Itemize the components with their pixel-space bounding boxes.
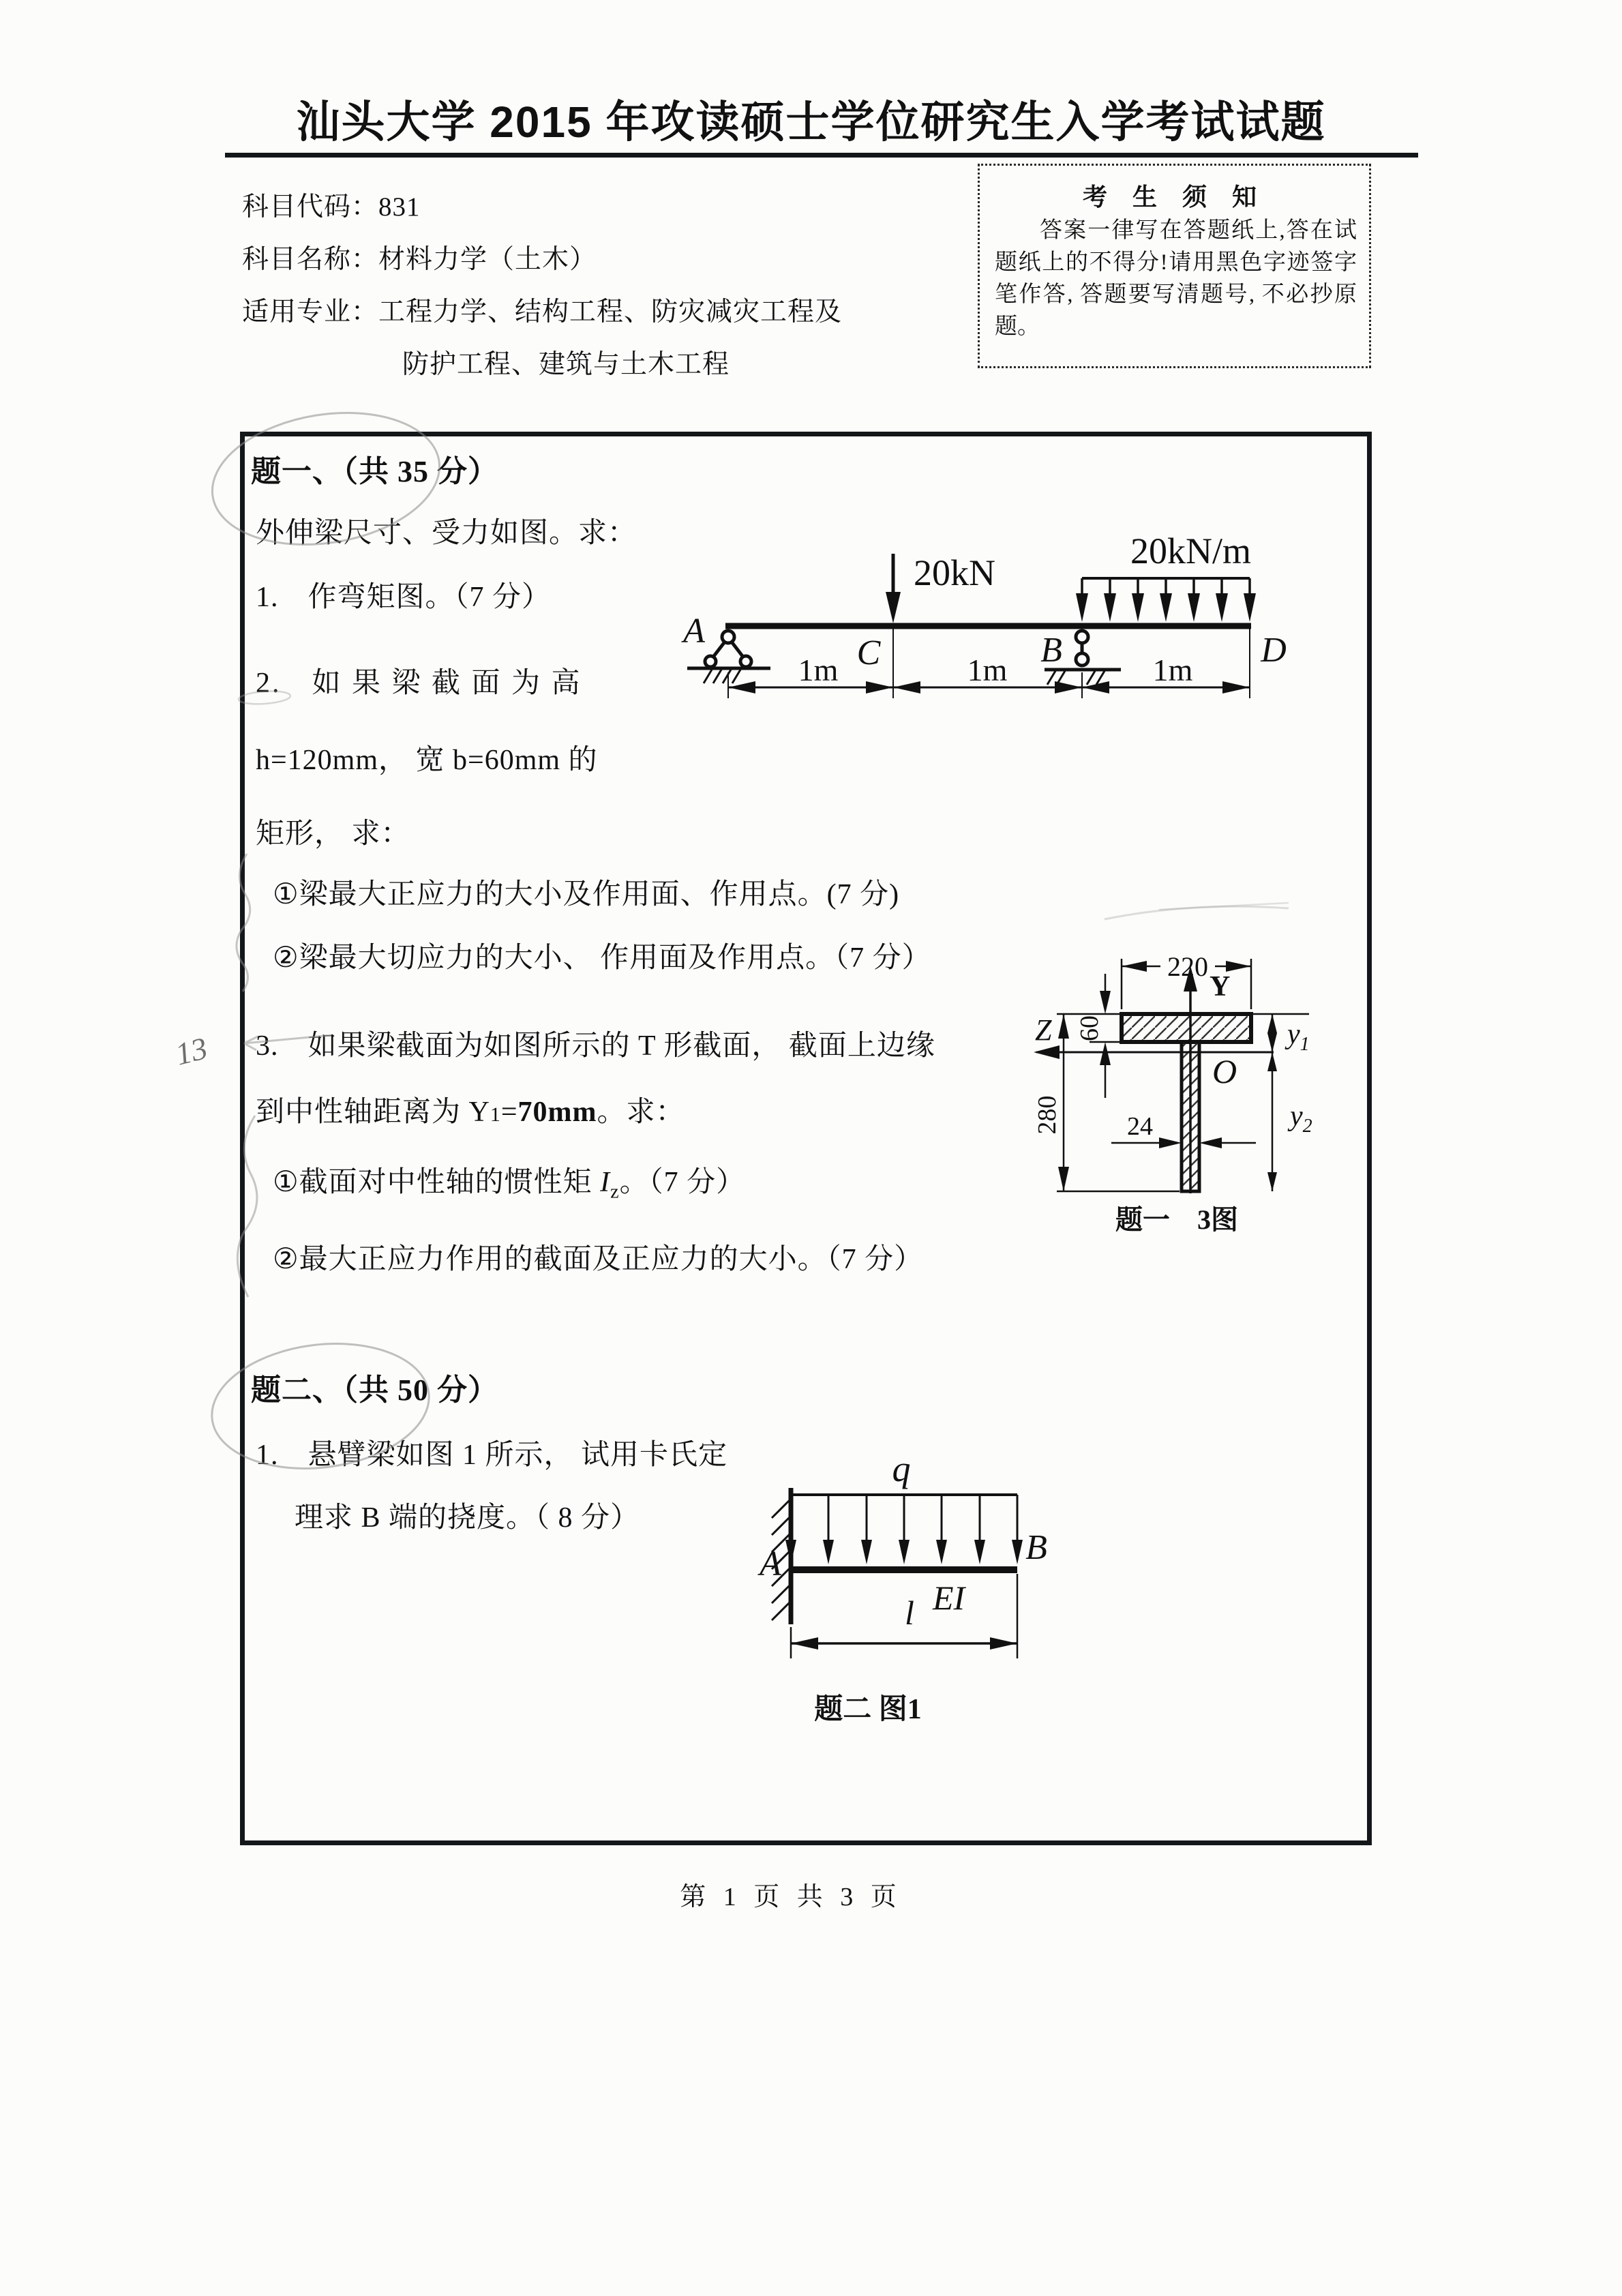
y-axis-label: Y [1210,971,1231,1002]
beam-label-c: C [856,633,881,672]
dim-220-label: 220 [1167,951,1208,982]
inertia-symbol: I [600,1167,611,1198]
overhanging-beam-figure [655,525,1323,709]
q1-item2-line1: 2. 如 果 梁 截 面 为 高 [256,668,582,699]
q1-item3-sub1 [273,1159,745,1203]
z-axis-label: Z [1035,1013,1052,1047]
majors-line-2 [402,343,730,381]
majors-value-1: 工程力学、结构工程、防灾减灾工程及 [378,297,843,327]
stiffness-label: EI [933,1579,965,1617]
majors-value-2: 防护工程、建筑与土木工程 [402,350,730,379]
page-title: 汕头大学 2015 年攻读硕士学位研究生入学考试试题 [296,98,1326,147]
y1-label: $y_1$ [1287,1019,1310,1055]
dim-1m-bd: 1m [1152,653,1193,687]
point-load-value: 20kN [914,552,995,593]
q1-item3-line2-sub: 1 [490,1103,501,1126]
q1-item2-sub1: ①梁最大正应力的大小及作用面、作用点。(7 分) [273,879,900,910]
t-section-figure [1016,900,1384,1241]
page-number: 第 1 页 共 3 页 [680,1883,902,1911]
q2-item1-line1: 1. 悬臂梁如图 1 所示， 试用卡氏定 [256,1440,728,1471]
q1-intro: 外伸梁尺寸、受力如图。求： [256,518,637,549]
q1-item2-line2: h=120mm， 宽 b=60mm 的 [256,745,598,776]
distributed-load-value: 20kN/m [1130,531,1252,571]
subject-code-line [242,185,421,224]
majors-label: 适用专业： [242,297,379,327]
distributed-load-q [785,1495,1023,1564]
y2-label: $y_2$ [1290,1101,1312,1137]
subject-code-value: 831 [378,192,421,222]
dim-1m-cb: 1m [967,653,1008,687]
q1-item3-line2 [256,1089,685,1130]
q1-heading: 题一、（共 35 分） [251,455,498,488]
beam-label-a: A [683,612,705,651]
pencil-margin-note: 13 [172,1030,211,1072]
t-section-caption: 题一 3图 [1115,1204,1238,1235]
q1-item2-line3: 矩形， 求： [256,818,410,850]
cantilever-caption: 题二 图1 [814,1694,922,1725]
q1-item3-sub1-post: 。（7 分） [619,1167,746,1198]
q1-item3-line1: 3. 如果梁截面为如图所示的 T 形截面， 截面上边缘 [256,1030,935,1062]
beam-label-b: B [1040,631,1062,670]
length-dimension [791,1574,1017,1658]
cantilever-label-a: A [760,1545,781,1583]
subject-name-line [242,238,597,276]
q2-heading: 题二、（共 50 分） [251,1373,498,1407]
point-load-arrow [886,554,901,623]
q1-item3-sub1-pre: ①截面对中性轴的惯性矩 [273,1167,601,1198]
dim-1m-ac: 1m [798,653,839,687]
q1-item3-sub2: ②最大正应力作用的截面及正应力的大小。（7 分） [273,1244,924,1275]
q2-item1-line2: 理求 B 端的挠度。（ 8 分） [295,1502,640,1534]
majors-line-1 [242,290,842,329]
cantilever-beam-figure [723,1446,1105,1732]
load-q-label: q [892,1448,911,1489]
q1-item3-line2-bold: 70mm [517,1097,597,1128]
subject-code-label: 科目代码： [242,192,379,222]
length-label: l [905,1594,914,1632]
cantilever-label-b: B [1025,1528,1047,1567]
dim-60-label: 60 [1075,1015,1104,1041]
origin-label: O [1212,1052,1237,1090]
dim-280-label: 280 [1033,1095,1062,1135]
candidate-notice-box [978,164,1371,368]
title-underline [225,153,1418,158]
q1-item2-sub2: ②梁最大切应力的大小、 作用面及作用点。（7 分） [273,942,931,974]
q1-item3-line2-pre: 到中性轴距离为 Y [256,1097,490,1128]
inertia-subscript: z [610,1181,620,1203]
flange [1122,1014,1251,1042]
subject-name-value: 材料力学（土木） [378,245,597,274]
q1-item3-line2-post: 。求： [597,1097,685,1128]
dim-24-label: 24 [1127,1112,1153,1141]
z-axis [1034,1045,1274,1059]
q1-item3-line2-eq: = [500,1097,518,1128]
beam-label-d: D [1261,631,1287,670]
notice-title: 考 生 须 知 [1082,183,1266,211]
q1-item1: 1. 作弯矩图。（7 分） [256,582,552,613]
subject-name-label: 科目名称： [242,245,379,274]
notice-body: 答案一律写在答题纸上,答在试题纸上的不得分!请用黑色字迹签字笔作答, 答题要写清题号, 不必抄原题。 [995,218,1357,339]
distributed-load [1076,578,1256,622]
